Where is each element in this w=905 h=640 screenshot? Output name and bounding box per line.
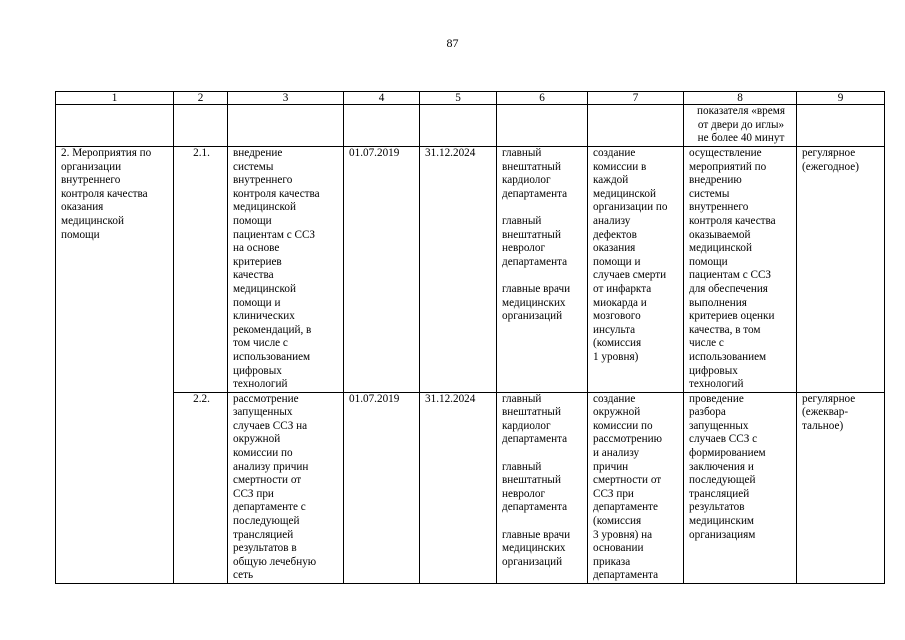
measures-table xyxy=(55,91,885,584)
page-number: 87 xyxy=(446,36,459,50)
frequency-cell: регулярное (ежегодное) xyxy=(797,147,885,393)
column-number: 5 xyxy=(420,92,497,105)
end-date-cell: 31.12.2024 xyxy=(420,392,497,583)
responsible-item: главный внештатный кардиолог департамента xyxy=(502,392,568,446)
measure-name-cell: рассмотрение запущенных случаев ССЗ на окружной комиссии по анализу причин смертности от ССЗ при департаменте с последующей трансляцией результатов в общую лечебную сеть xyxy=(228,392,344,583)
item-number-cell: 2.1. xyxy=(174,147,228,393)
table-cell xyxy=(228,105,344,147)
table-cell xyxy=(174,105,228,147)
table-cell xyxy=(344,105,420,147)
start-date-cell: 01.07.2019 xyxy=(344,392,420,583)
section-title-cell: 2. Мероприятия по организации внутреннего контроля качества оказания медицинской помощи xyxy=(56,147,174,584)
start-date-cell: 01.07.2019 xyxy=(344,147,420,393)
responsible-item: главные врачи медицинских организаций xyxy=(502,528,571,568)
column-number: 8 xyxy=(684,92,797,105)
result-cell: создание комиссии в каждой медицинской организации по анализу дефектов оказания помощи и случаев смерти от инфаркта миокарда и мозгового инсульта (комиссия 1 уровня) xyxy=(588,147,684,393)
responsible-item: главный внештатный невролог департамента xyxy=(502,214,568,268)
column-number: 2 xyxy=(174,92,228,105)
table-cell xyxy=(797,105,885,147)
table-cell xyxy=(588,105,684,147)
table-row xyxy=(56,392,885,583)
column-number: 3 xyxy=(228,92,344,105)
indicator-cell: осуществление мероприятий по внедрению системы внутреннего контроля качества оказываемой медицинской помощи пациентам с ССЗ для обеспечения выполнения критериев оценки качества, в том числе с использованием цифровых технологий xyxy=(684,147,797,393)
column-number: 7 xyxy=(588,92,684,105)
frequency-cell: регулярное (ежеквар- тальное) xyxy=(797,392,885,583)
column-number-row xyxy=(56,92,885,105)
responsible-item: главный внештатный кардиолог департамента xyxy=(502,147,568,200)
column-number: 1 xyxy=(56,92,174,105)
end-date-cell: 31.12.2024 xyxy=(420,147,497,393)
continuation-row xyxy=(56,105,885,147)
result-cell: создание окружной комиссии по рассмотрению и анализу причин смертности от ССЗ при департаменте (комиссия 3 уровня) на основании приказа департамента xyxy=(588,392,684,583)
column-number: 4 xyxy=(344,92,420,105)
responsible-cell xyxy=(497,392,588,583)
column-number: 6 xyxy=(497,92,588,105)
responsible-cell xyxy=(497,147,588,393)
responsible-item: главные врачи медицинских организаций xyxy=(502,282,571,323)
responsible-item: главный внештатный невролог департамента xyxy=(502,460,568,514)
table-cell xyxy=(420,105,497,147)
indicator-continuation-cell: показателя «время от двери до иглы» не более 40 минут xyxy=(684,105,797,147)
item-number-cell: 2.2. xyxy=(174,392,228,583)
column-number: 9 xyxy=(797,92,885,105)
table-cell xyxy=(56,105,174,147)
table-cell xyxy=(497,105,588,147)
table-row xyxy=(56,147,885,393)
indicator-cell: проведение разбора запущенных случаев ССЗ с формированием заключения и последующей трансляцией результатов медицинским организациям xyxy=(684,392,797,583)
measure-name-cell: внедрение системы внутреннего контроля качества медицинской помощи пациентам с ССЗ на основе критериев качества медицинской помощи и клинических рекомендаций, в том числе с использованием цифровых технологий xyxy=(228,147,344,393)
